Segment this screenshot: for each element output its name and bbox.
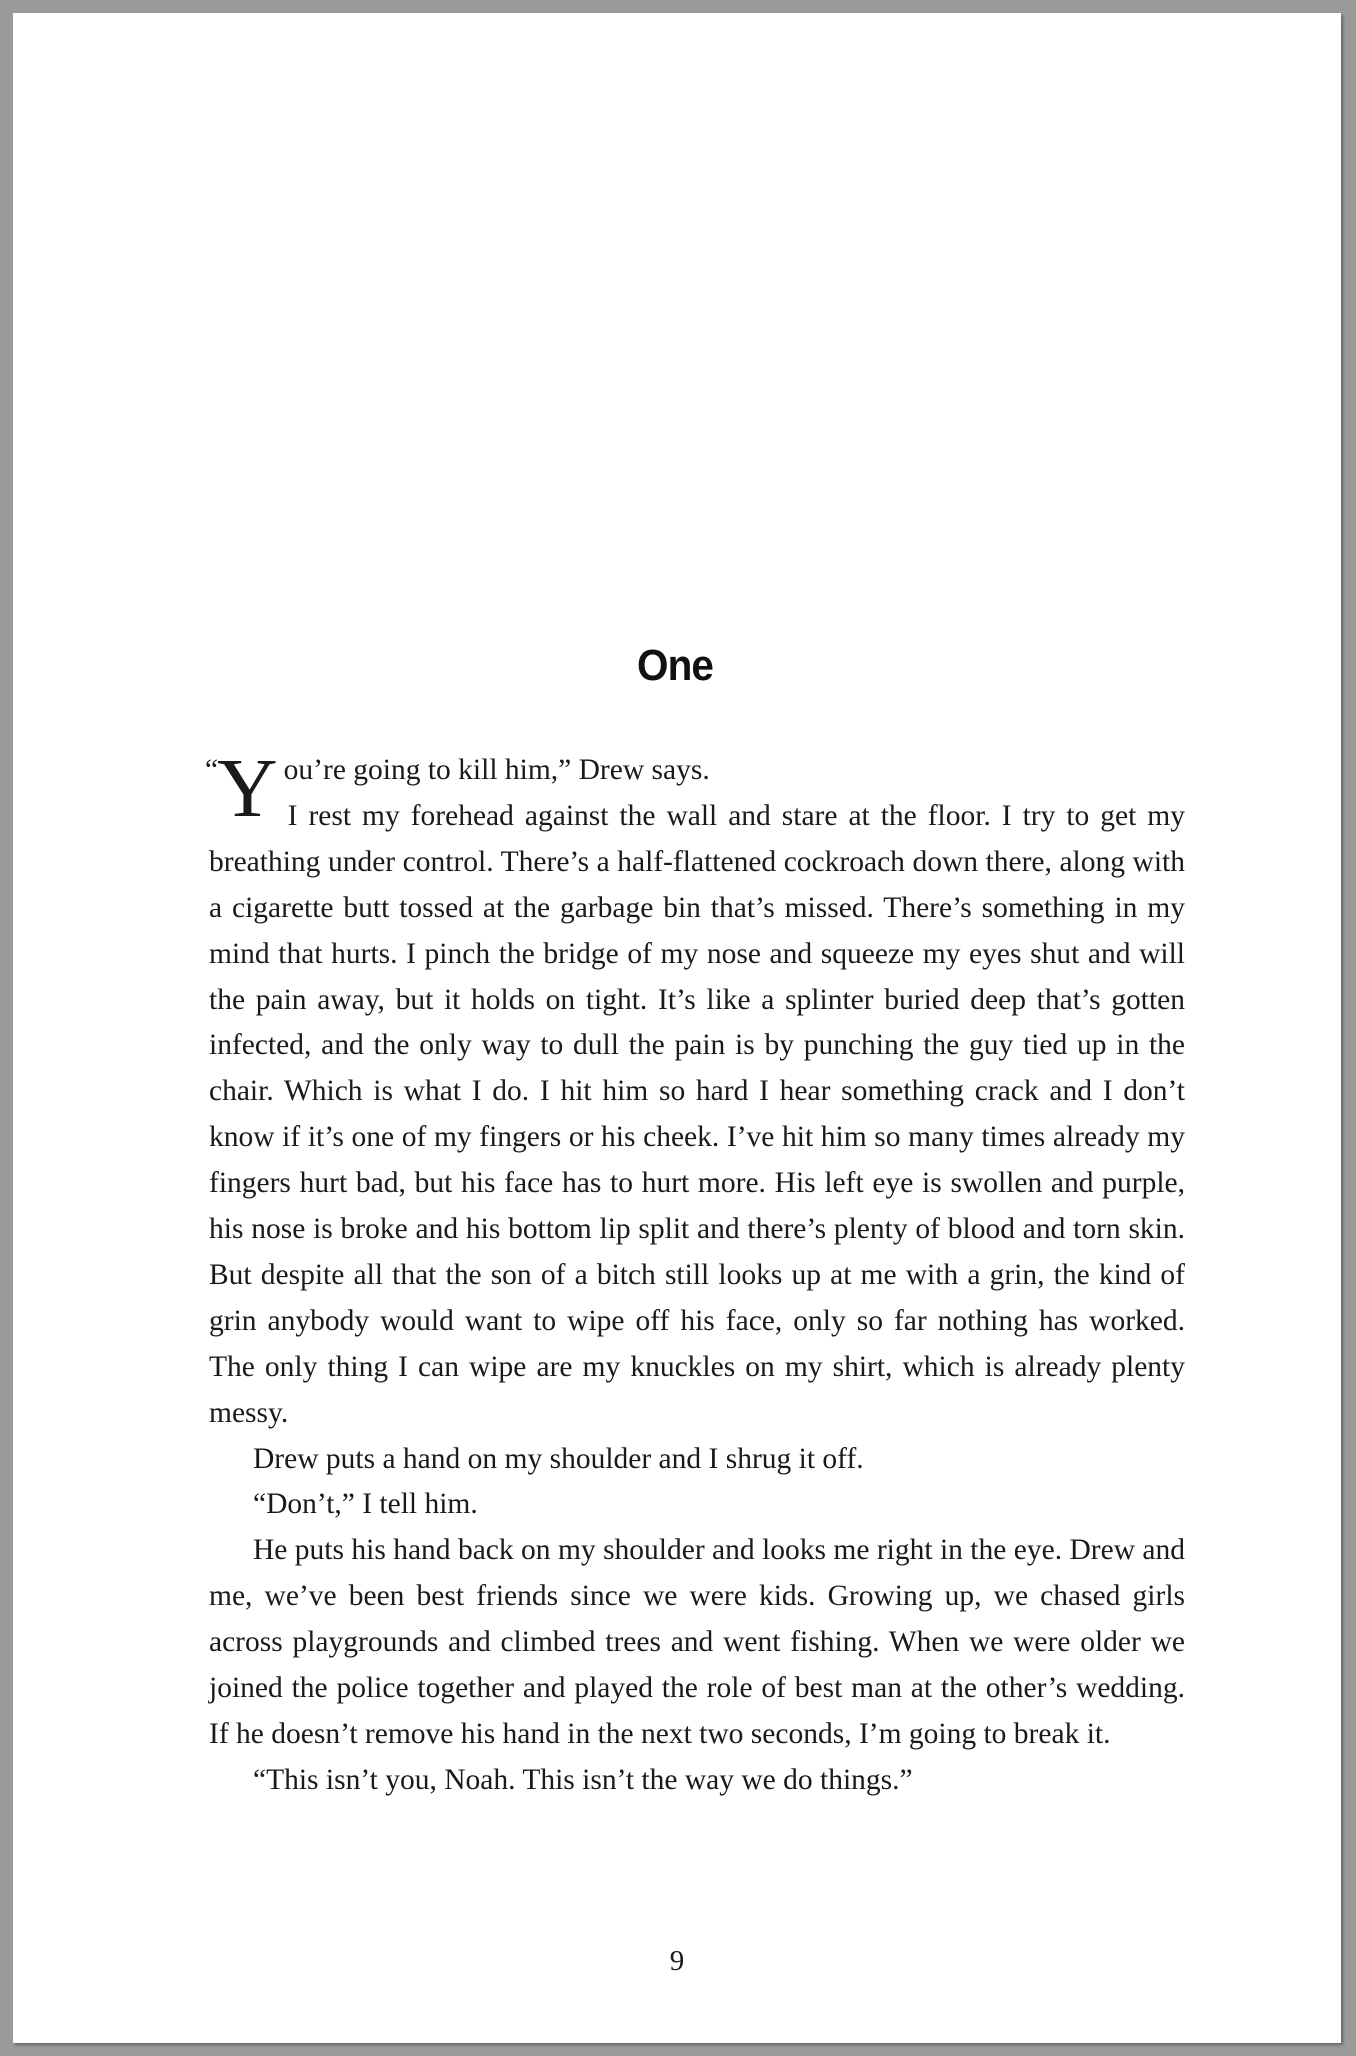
opening-section	[205, 742, 1185, 1437]
opening-first-line-text: ou’re going to kill him,” Drew says.	[283, 754, 710, 786]
page-number: 9	[669, 1945, 685, 1977]
chapter-title: One	[637, 641, 713, 690]
paragraph-shrug: Drew puts a hand on my shoulder and I shrug it off.	[253, 1442, 864, 1475]
paragraph-dont: “Don’t,” I tell him.	[253, 1488, 478, 1521]
drop-cap-group	[205, 748, 218, 794]
opening-paragraph-text: I rest my forehead against the wall and stare at the floor. I try to get my breathing under control. There’s a half-flattened cockroach down there, along with a cigarette butt tossed at the garbage bin that’s missed. There’s something in my mind that hurts. I pinch the bridge of my nose and squeeze my eyes shut and will the pain away, but it holds on tight. It’s like a splinter buried deep that’s gotten infected, and the only way to dull the pain is by punching the guy tied up in the chair. Which is what I do. I hit him so hard I hear something crack and I don’t know if it’s one of my fingers or his cheek. I’ve hit him so many times already my fingers hurt bad, but his face has to hurt more. His left eye is swollen and purple, his nose is broke and his bottom lip split and there’s plenty of blood and torn skin. But despite all that the son of a bitch still looks up at me with a grin, the kind of grin anybody would want to wipe off his face, only so far nothing has worked. The only thing I can wipe are my knuckles on my shirt, which is already plenty messy.	[209, 799, 1185, 1429]
opening-paragraph	[209, 794, 1185, 1437]
drop-cap-letter: Y	[217, 742, 278, 835]
chapter-body	[205, 742, 1185, 1804]
paragraph-this-isnt-you: “This isn’t you, Noah. This isn’t the way we do things.”	[253, 1763, 913, 1796]
paragraph-best-friends: He puts his hand back on my shoulder and looks me right in the eye. Drew and me, we’ve been best friends since we were kids. Growing up, we chased girls across playgrounds and climbed trees and went fishing. When we were older we joined the police together and played the role of best man at the other’s wedding. If he doesn’t remove his hand in the next two seconds, I’m going to break it.	[209, 1534, 1185, 1751]
opening-quote-mark: “	[205, 754, 219, 786]
opening-first-line	[209, 748, 1185, 794]
book-page	[13, 13, 1341, 2043]
